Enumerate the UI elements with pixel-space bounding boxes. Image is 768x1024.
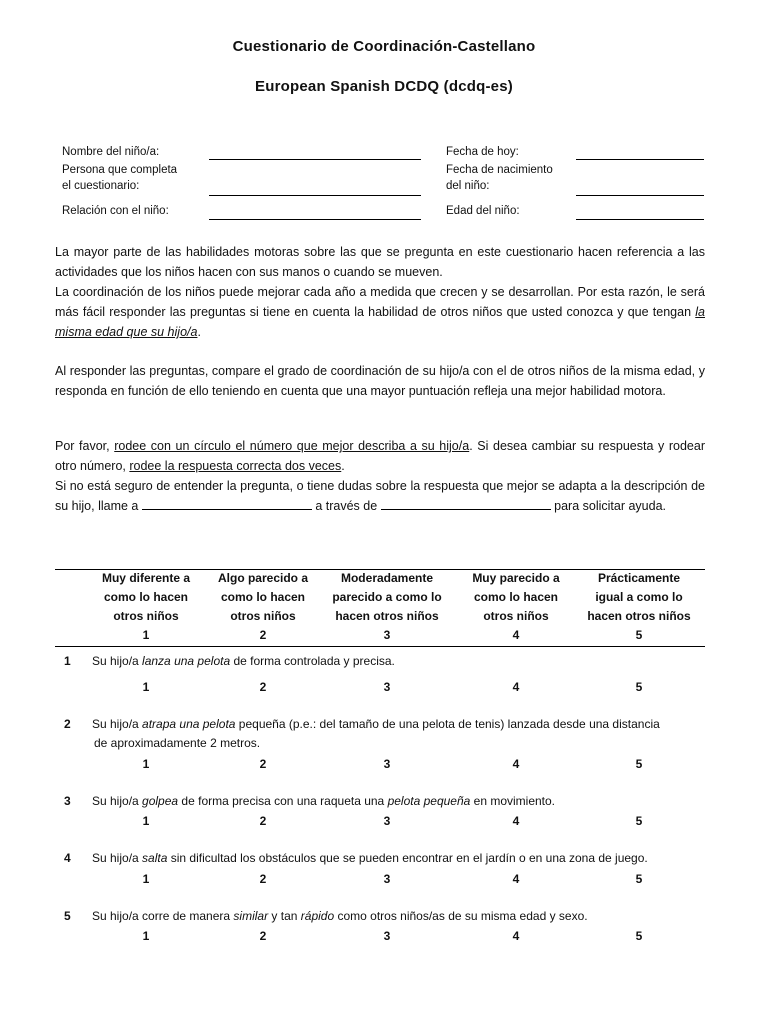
intro-paragraph-5	[55, 476, 705, 516]
scale-header-3	[327, 569, 447, 645]
scale-header-3-value: 3	[383, 628, 391, 642]
question-3-italic-1: golpea	[142, 794, 179, 808]
question-1-option-5[interactable]: 5	[635, 680, 643, 694]
intro-paragraph-3	[55, 361, 705, 401]
birth-label	[446, 162, 553, 194]
question-4-option-4[interactable]: 4	[512, 872, 520, 886]
scale-header-4-value: 4	[512, 628, 520, 642]
scale-header-2-line-2: como lo hacen	[220, 590, 306, 604]
scale-header-3-line-2: parecido a como lo	[332, 590, 442, 604]
question-1-text-b: de forma controlada y precisa.	[230, 654, 395, 668]
question-1-option-1[interactable]: 1	[142, 680, 150, 694]
question-1-text-a: Su hijo/a	[92, 654, 143, 668]
question-2-option-4[interactable]: 4	[512, 757, 520, 771]
question-3-text-b: de forma precisa con una raqueta una	[178, 794, 388, 808]
question-3-text	[92, 792, 707, 811]
scale-header-4-line-2: como lo hacen	[473, 590, 559, 604]
question-5-option-1[interactable]: 1	[142, 929, 150, 943]
question-3-text-c: en movimiento.	[470, 794, 556, 808]
intro-p4-underline-2: rodee la respuesta correcta dos veces	[129, 459, 342, 473]
question-5-italic-1: similar	[233, 909, 269, 923]
intro-p2-emphasis: la misma edad que su hijo/a	[55, 305, 705, 339]
scale-header-1-line-2: como lo hacen	[103, 590, 189, 604]
question-5-option-5[interactable]: 5	[635, 929, 643, 943]
question-1-number: 1	[64, 654, 71, 668]
scale-header-1-line-3: otros niños	[113, 609, 179, 623]
birth-label-line2: del niño:	[446, 180, 490, 192]
question-5-text-a: Su hijo/a corre de manera	[92, 909, 234, 923]
intro-paragraph-1: La mayor parte de las habilidades motoras sobre las que se pregunta en este cuestionario hacen referencia a las actividades que los niños hacen con sus manos o cuando se mueven.	[55, 245, 705, 279]
question-5-option-2[interactable]: 2	[259, 929, 267, 943]
question-2-option-2[interactable]: 2	[259, 757, 267, 771]
scale-header-4	[456, 569, 576, 645]
intro-paragraph-2	[55, 282, 705, 342]
child-name-line[interactable]	[209, 159, 421, 160]
intro-p4-text-a: Por favor,	[55, 439, 115, 453]
scale-header-2-line-3: otros niños	[230, 609, 296, 623]
question-2-option-3[interactable]: 3	[383, 757, 391, 771]
question-3-option-4[interactable]: 4	[512, 814, 520, 828]
intro-block-1	[55, 242, 705, 342]
question-4-option-5[interactable]: 5	[635, 872, 643, 886]
scale-header-1	[86, 569, 206, 645]
question-2-italic: atrapa una pelota	[142, 717, 236, 731]
birth-label-line1: Fecha de nacimiento	[446, 164, 553, 176]
question-5-number: 5	[64, 909, 71, 923]
scale-header-5-line-1: Prácticamente	[597, 571, 681, 585]
question-4-option-3[interactable]: 3	[383, 872, 391, 886]
intro-p2-end: .	[197, 325, 201, 339]
question-1-text	[92, 652, 707, 671]
question-4-text-b: sin dificultad los obstáculos que se pueden encontrar en el jardín o en una zona de juego.	[167, 851, 648, 865]
intro-p4-text-b: . Si desea cambiar su respuesta y rodear otro número,	[55, 439, 705, 473]
scale-header-4-line-1: Muy parecido a	[472, 571, 560, 585]
table-header-rule	[55, 646, 705, 647]
child-name-label: Nombre del niño/a:	[62, 146, 160, 158]
scale-header-3-line-3: hacen otros niños	[335, 609, 439, 623]
question-1-option-2[interactable]: 2	[259, 680, 267, 694]
intro-p5-text-c: para solicitar ayuda.	[550, 499, 666, 513]
question-3-number: 3	[64, 794, 71, 808]
question-4-option-2[interactable]: 2	[259, 872, 267, 886]
question-2-text-b: pequeña (p.e.: del tamaño de una pelota de tenis) lanzada desde una distancia	[235, 717, 660, 731]
completer-label	[62, 162, 177, 194]
question-1-italic: lanza una pelota	[142, 654, 231, 668]
question-3-option-1[interactable]: 1	[142, 814, 150, 828]
intro-p4-underline-1: rodee con un círculo el número que mejor describa a su hijo/a	[114, 439, 470, 453]
birth-line[interactable]	[576, 195, 704, 196]
relation-label: Relación con el niño:	[62, 205, 169, 217]
question-4-number: 4	[64, 851, 71, 865]
scale-header-5	[579, 569, 699, 645]
question-1-option-4[interactable]: 4	[512, 680, 520, 694]
intro-p2-text: La coordinación de los niños puede mejorar cada año a medida que crecen y se desarrollan. Por esta razón, le será más fácil responder las preguntas si tiene en cuenta la habilidad de otros niños que usted conozca y que tengan	[55, 285, 705, 319]
question-4-text-a: Su hijo/a	[92, 851, 143, 865]
completer-label-line2: el cuestionario:	[62, 180, 140, 192]
completer-line[interactable]	[209, 195, 421, 196]
question-2-option-5[interactable]: 5	[635, 757, 643, 771]
question-4-option-1[interactable]: 1	[142, 872, 150, 886]
scale-header-2-line-1: Algo parecido a	[217, 571, 309, 585]
intro-p4-end: .	[341, 459, 345, 473]
question-1-option-3[interactable]: 3	[383, 680, 391, 694]
question-3-option-5[interactable]: 5	[635, 814, 643, 828]
question-2-text	[92, 715, 707, 753]
phone-blank-line[interactable]	[142, 497, 312, 510]
scale-header-1-value: 1	[142, 628, 150, 642]
today-label: Fecha de hoy:	[446, 146, 519, 158]
intro-p3-text: Al responder las preguntas, compare el grado de coordinación de su hijo/a con el de otros niños de la misma edad, y responda en función de ello teniendo en cuenta que una mayor puntuación refleja una mejor habilidad motora.	[55, 364, 705, 398]
scale-header-5-line-2: igual a como lo	[595, 590, 683, 604]
scale-header-1-line-1: Muy diferente a	[101, 571, 191, 585]
scale-header-4-line-3: otros niños	[483, 609, 549, 623]
scale-header-5-line-3: hacen otros niños	[587, 609, 691, 623]
question-3-option-2[interactable]: 2	[259, 814, 267, 828]
question-5-text-c: como otros niños/as de su misma edad y sexo.	[334, 909, 588, 923]
question-3-italic-2: pelota pequeña	[387, 794, 471, 808]
question-5-option-3[interactable]: 3	[383, 929, 391, 943]
scale-header-3-line-1: Moderadamente	[340, 571, 434, 585]
today-line[interactable]	[576, 159, 704, 160]
scale-header-2	[203, 569, 323, 645]
question-5-option-4[interactable]: 4	[512, 929, 520, 943]
contact-blank-line[interactable]	[381, 497, 551, 510]
question-5-italic-2: rápido	[300, 909, 335, 923]
intro-block-2	[55, 436, 705, 516]
intro-p5-text-a: Si no está seguro de entender la pregunta, o tiene dudas sobre la respuesta que mejor se adapta a la descripción de su hijo, llame a	[55, 479, 705, 513]
question-3-option-3[interactable]: 3	[383, 814, 391, 828]
intro-paragraph-4	[55, 436, 705, 476]
question-2-number: 2	[64, 717, 71, 731]
scale-header-5-value: 5	[635, 628, 643, 642]
question-3-text-a: Su hijo/a	[92, 794, 143, 808]
question-5-text	[92, 907, 707, 926]
question-2-text-continuation: de aproximadamente 2 metros.	[94, 736, 261, 750]
page-subtitle: European Spanish DCDQ (dcdq-es)	[255, 78, 513, 95]
completer-label-line1: Persona que completa	[62, 164, 178, 176]
question-4-italic: salta	[142, 851, 168, 865]
age-line[interactable]	[576, 219, 704, 220]
page-title: Cuestionario de Coordinación-Castellano	[232, 38, 536, 55]
relation-line[interactable]	[209, 219, 421, 220]
intro-p5-text-b: a través de	[311, 499, 381, 513]
question-2-option-1[interactable]: 1	[142, 757, 150, 771]
question-2-text-a: Su hijo/a	[92, 717, 143, 731]
scale-header-2-value: 2	[259, 628, 267, 642]
age-label: Edad del niño:	[446, 205, 520, 217]
question-4-text	[92, 849, 707, 868]
question-5-text-b: y tan	[268, 909, 301, 923]
